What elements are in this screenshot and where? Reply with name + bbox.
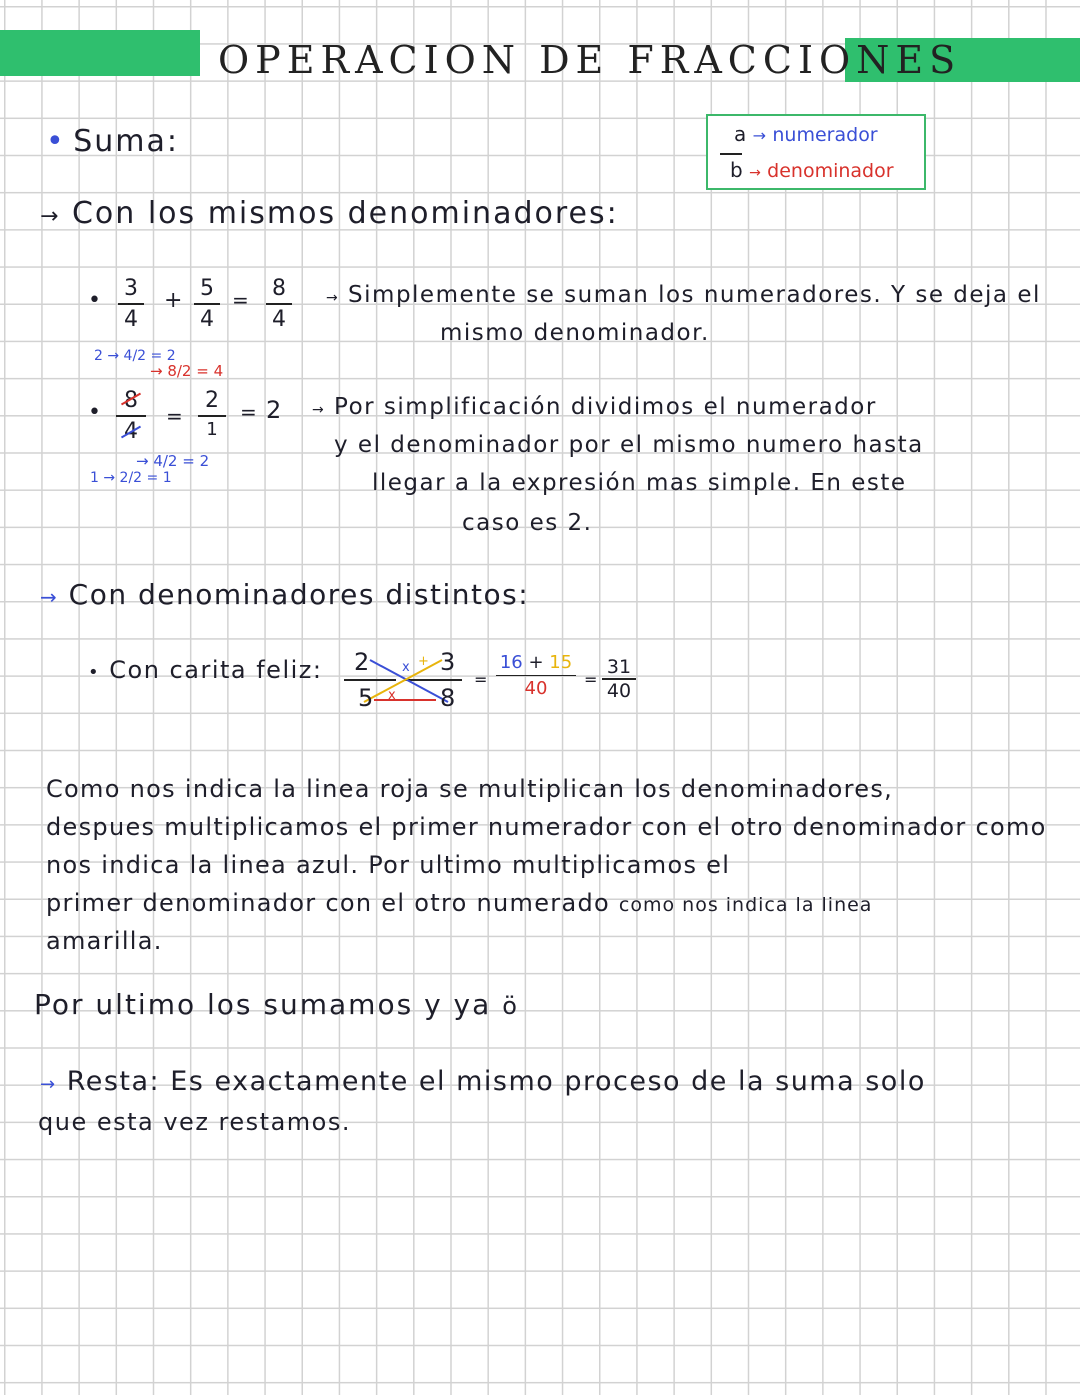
ex2-note-line-1 <box>312 394 877 420</box>
carita-d1: 5 <box>358 684 374 712</box>
arrow-icon: → <box>312 402 326 418</box>
fraction-bar <box>496 675 576 676</box>
legend-divider <box>720 153 742 155</box>
numerator-value: 8 <box>124 388 138 413</box>
suma-heading-text: Suma: <box>73 124 180 159</box>
carita-label-text: Con carita feliz: <box>109 656 323 684</box>
legend-box <box>706 114 926 190</box>
explanation-line-4 <box>46 884 872 924</box>
resta-label: Resta: <box>66 1066 161 1097</box>
ex1-note-text-1: Simplemente se suman los numeradores. Y se deja el <box>348 282 1041 308</box>
sum-plus: + <box>528 652 544 673</box>
equals-sign: = <box>166 404 183 428</box>
explanation-line-2: despues multiplicamos el primer numerador con el otro denominador como <box>46 813 1047 841</box>
simplify-top-a: 2 → 4/2 = 2 <box>94 348 176 364</box>
ex2-note-line-2: y el denominador por el mismo numero hasta <box>334 432 924 458</box>
legend-a-letter: a <box>734 122 747 146</box>
equals-sign: = <box>474 670 488 689</box>
numerator <box>496 652 576 673</box>
fraction-bar <box>118 303 144 305</box>
ex2-note-line-3: llegar a la expresión mas simple. En este <box>372 470 907 496</box>
resta-line-2: que esta vez restamos. <box>38 1108 351 1136</box>
numerator: 3 <box>124 276 138 301</box>
equals-sign: = <box>232 288 249 312</box>
explanation-line-5: amarilla. <box>46 927 163 955</box>
bullet-icon: • <box>88 288 101 313</box>
carita-d2: 8 <box>440 684 456 712</box>
distintos-heading <box>40 578 529 611</box>
bullet-icon: • <box>88 662 101 683</box>
numerator: 5 <box>200 276 214 301</box>
fraction-8-4 <box>266 276 292 332</box>
arrow-icon: → <box>752 126 767 145</box>
ex1-note-line-2: mismo denominador. <box>440 320 710 346</box>
plus-sign: + <box>164 288 183 313</box>
legend-b-text: denominador <box>767 160 894 182</box>
arrow-icon: → <box>40 204 61 229</box>
denominator: 4 <box>200 307 214 332</box>
resta-line-1 <box>40 1066 926 1097</box>
bullet-icon: • <box>88 400 101 425</box>
page-title: OPERACION DE FRACCIONES <box>218 38 962 82</box>
arrow-icon: → <box>40 585 59 609</box>
mismos-heading <box>40 196 619 231</box>
denominator-value: 4 <box>124 419 138 444</box>
simplify-bot-a: → 4/2 = 2 <box>136 452 210 470</box>
denominator: 40 <box>606 680 632 702</box>
carita-result-fraction <box>602 656 636 702</box>
denominator: 4 <box>124 307 138 332</box>
carita-n1: 2 <box>354 648 370 676</box>
sum-b: 15 <box>549 652 573 673</box>
explanation-line-4a: primer denominador con el otro numerado <box>46 889 610 917</box>
bullet-icon: • <box>46 124 64 159</box>
fraction-8-4-struck <box>116 388 146 444</box>
numerator: 2 <box>205 388 219 413</box>
explanation-line-3: nos indica la linea azul. Por ultimo multiplicamos el <box>46 851 731 879</box>
arrow-icon: → <box>749 165 761 181</box>
suma-heading <box>46 124 179 159</box>
legend-a-text: numerador <box>772 124 878 146</box>
simplify-top-b: → 8/2 = 4 <box>150 362 224 380</box>
numerator <box>116 388 146 413</box>
carita-sum-fraction <box>496 652 576 699</box>
header-bar-left <box>0 30 200 76</box>
fraction-3-4 <box>118 276 144 332</box>
ex2-note-text-1: Por simplificación dividimos el numerador <box>334 394 877 420</box>
carita-label <box>88 656 322 684</box>
carita-x-mid: x <box>402 660 410 675</box>
arrow-icon: → <box>40 1074 57 1095</box>
smiley-face-icon: ö <box>502 992 519 1020</box>
arrow-icon: → <box>326 290 340 306</box>
legend-row-b <box>730 158 894 182</box>
fraction-5-4 <box>194 276 220 332</box>
equals-sign: = <box>240 400 257 424</box>
carita-plus-top: + <box>418 654 429 669</box>
explanation-line-1: Como nos indica la linea roja se multiplican los denominadores, <box>46 775 894 803</box>
legend-row-a <box>734 122 878 146</box>
distintos-heading-text: Con denominadores distintos: <box>68 578 530 611</box>
fraction-bar <box>266 303 292 305</box>
numerator: 31 <box>606 656 632 678</box>
equals-sign: = <box>584 670 598 689</box>
resta-text-1: Es exactamente el mismo proceso de la suma solo <box>170 1066 926 1097</box>
carita-x-bottom: x <box>388 688 396 703</box>
numerator: 8 <box>272 276 286 301</box>
denominator: 4 <box>272 307 286 332</box>
simplify-bot-b: 1 → 2/2 = 1 <box>90 470 172 486</box>
sum-a: 16 <box>499 652 523 673</box>
fraction-bar <box>198 415 226 417</box>
fraction-bar <box>116 415 146 417</box>
final-sentence-text: Por ultimo los sumamos y ya <box>34 988 492 1021</box>
denominator: 1 <box>206 419 218 440</box>
ex2-note-line-4: caso es 2. <box>462 510 593 536</box>
denominator <box>116 419 146 444</box>
mismos-heading-text: Con los mismos denominadores: <box>71 196 619 231</box>
carita-n2: 3 <box>440 648 456 676</box>
fraction-bar <box>194 303 220 305</box>
ex1-note-line-1 <box>326 282 1041 308</box>
final-sentence <box>34 988 519 1021</box>
legend-b-letter: b <box>730 158 743 182</box>
denominator: 40 <box>524 678 548 699</box>
simplified-result: 2 <box>266 396 282 424</box>
fraction-2-1 <box>198 388 226 440</box>
explanation-line-4b: como nos indica la linea <box>618 894 873 916</box>
